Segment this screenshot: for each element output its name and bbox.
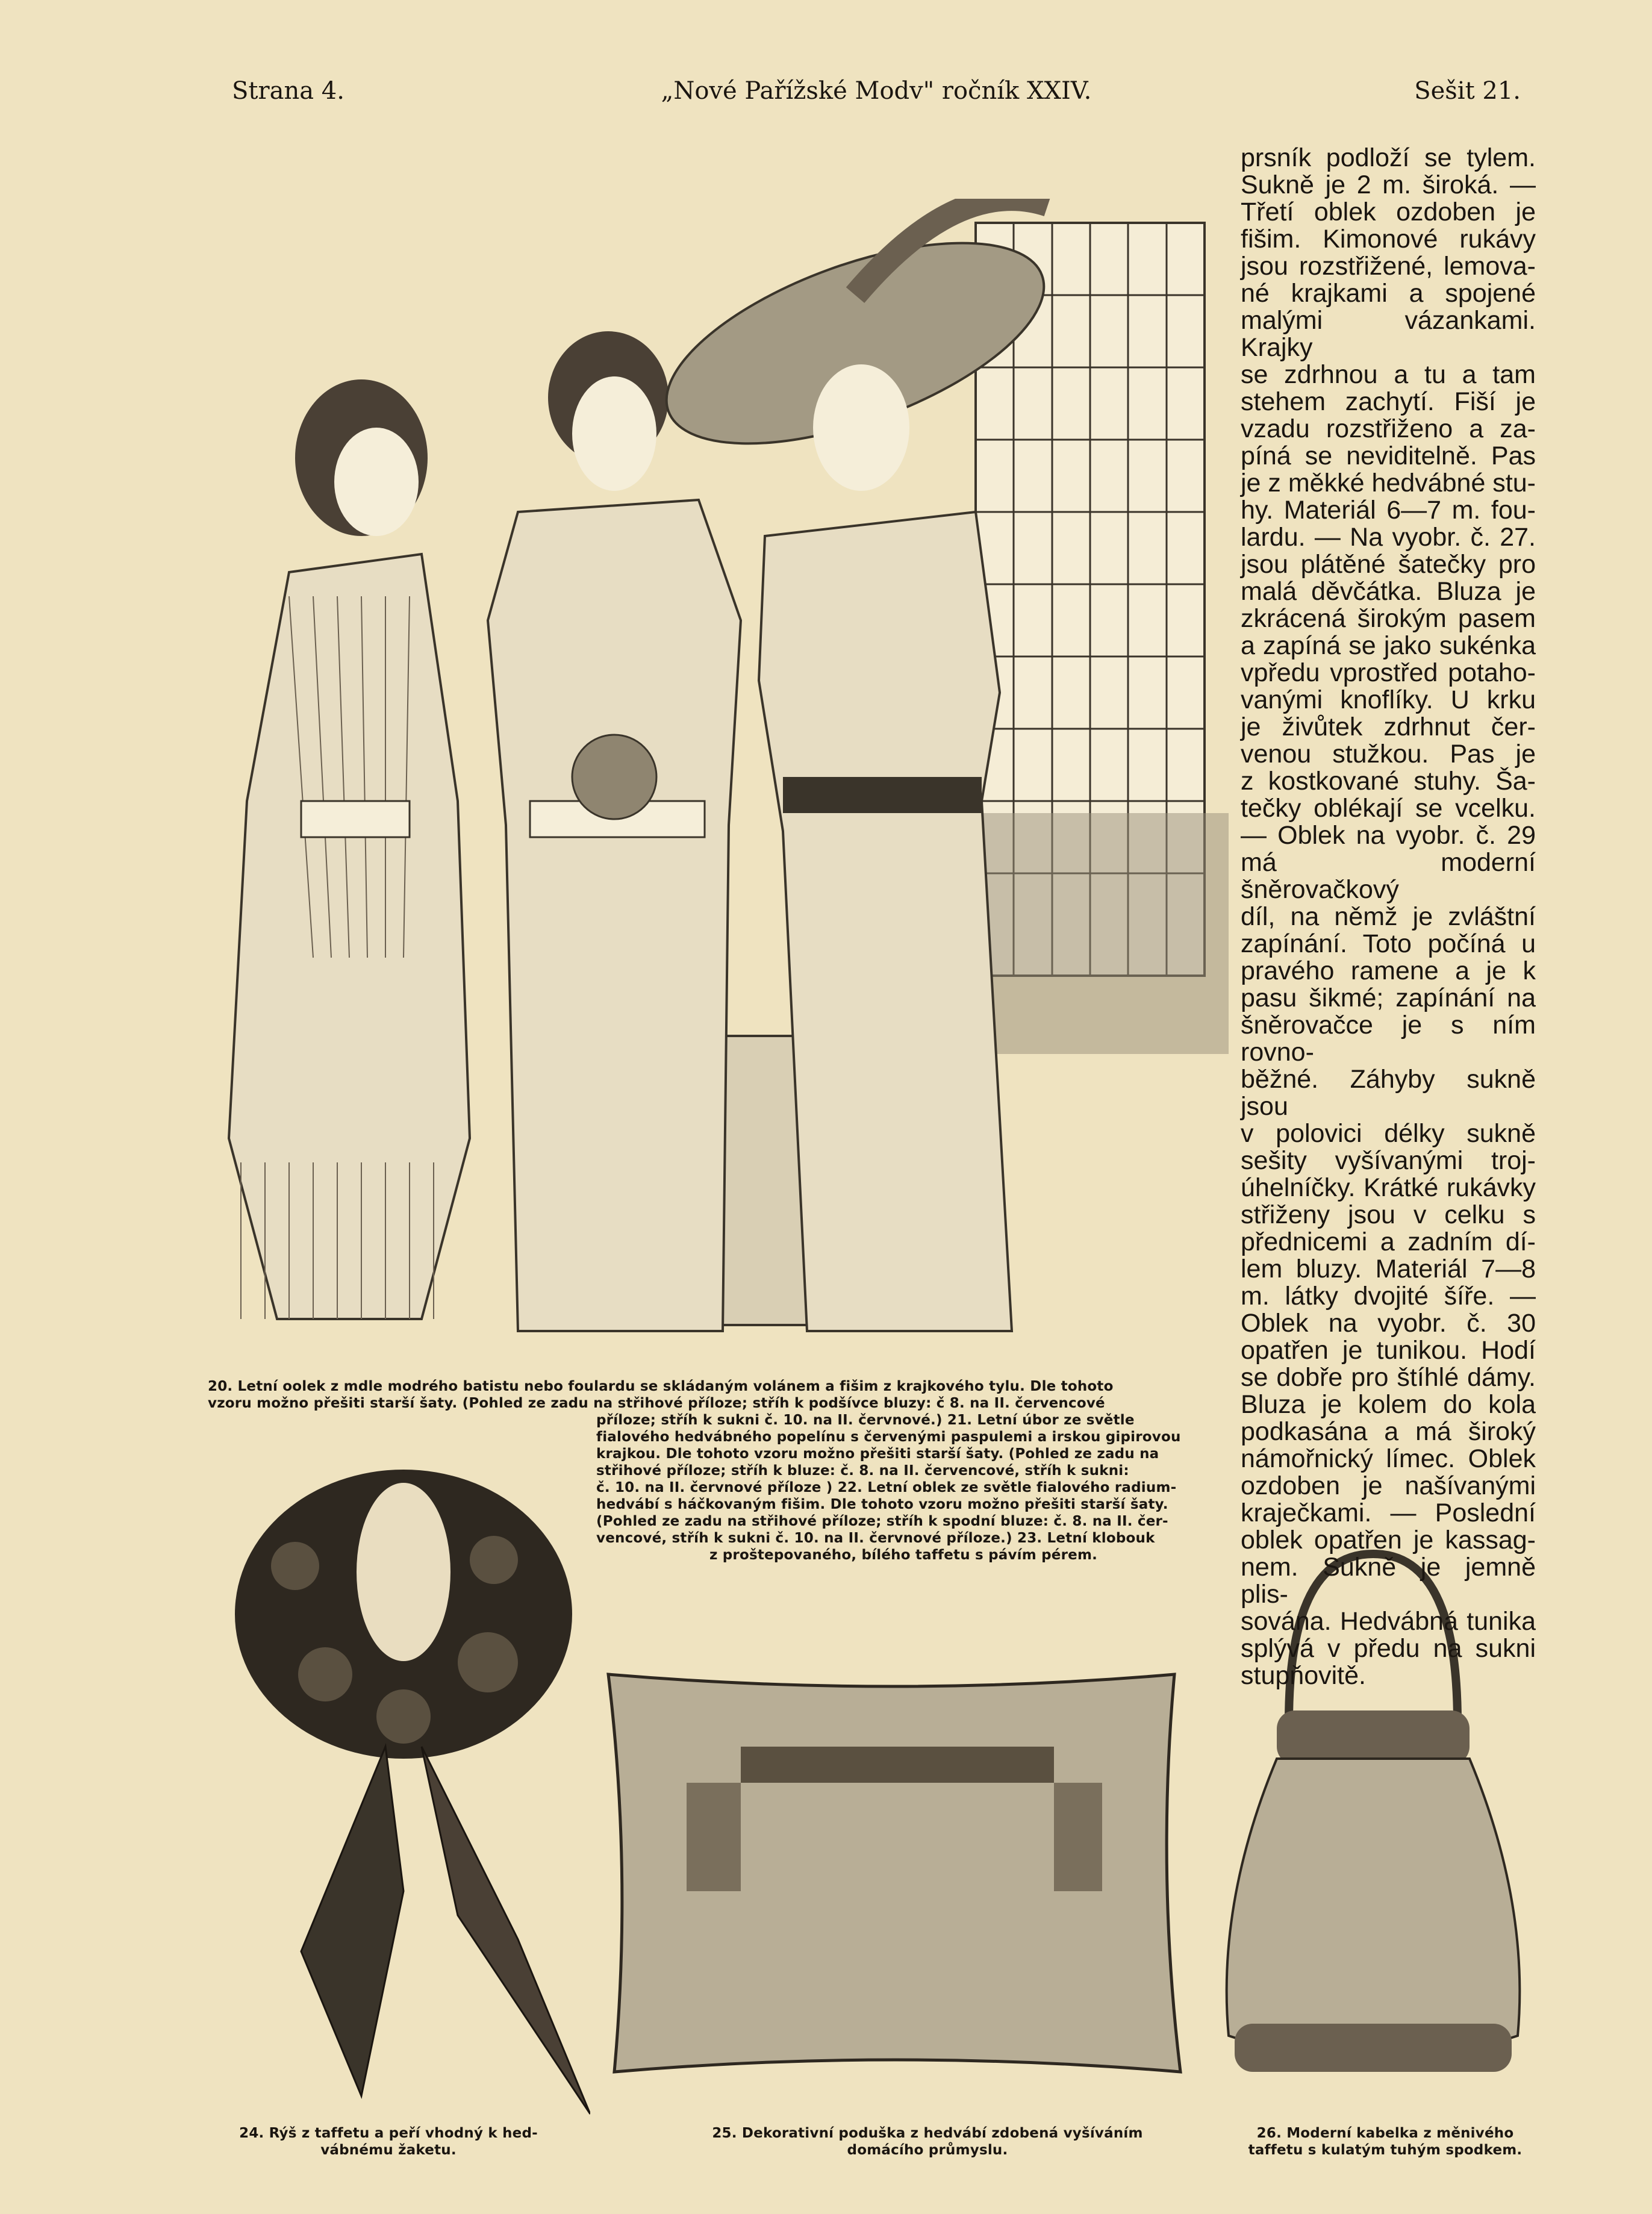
body-line: jsou plátěné šatečky pro: [1241, 550, 1536, 579]
publication-title: „Nové Pařížské Modv" ročník XXIV.: [661, 77, 1092, 105]
caption-line: z proštepovaného, bílého taffetu s pávím pérem.: [709, 1547, 1098, 1563]
body-line: píná se neviditelně. Pas: [1241, 441, 1536, 470]
caption-line: taffetu s kulatým tuhým spodkem.: [1248, 2142, 1523, 2158]
embroidered-cushion-illustration: [596, 1662, 1192, 2084]
body-line: stehem zachytí. Fiší je: [1241, 387, 1536, 416]
caption-figures-20-21: [208, 1378, 1418, 1412]
body-line: m. látky dvojité šíře. —: [1241, 1282, 1536, 1311]
body-line: šněrovačce je s ním rovno-: [1241, 1011, 1536, 1067]
issue-number: Sešit 21.: [1414, 77, 1521, 105]
body-line: lardu. — Na vyobr. č. 27.: [1241, 523, 1536, 552]
body-line: hy. Materiál 6—7 m. fou-: [1241, 496, 1536, 525]
body-line: opatřen je tunikou. Hodí: [1241, 1336, 1536, 1365]
body-line: běžné. Záhyby sukně jsou: [1241, 1065, 1536, 1121]
body-line: sešity vyšívanými troj-: [1241, 1146, 1536, 1175]
body-line: lem bluzy. Materiál 7—8: [1241, 1255, 1536, 1283]
caption-line: domácího průmyslu.: [847, 2142, 1008, 2158]
body-line: díl, na němž je zvláštní: [1241, 902, 1536, 931]
feather-collar-illustration: [205, 1433, 590, 2120]
body-line: ozdoben je našívanými: [1241, 1471, 1536, 1500]
body-line: vzadu rozstřiženo a za-: [1241, 414, 1536, 443]
body-line: jsou rozstřižené, lemova-: [1241, 252, 1536, 281]
body-line: má moderní šněrovačkový: [1241, 848, 1536, 904]
body-line: vanými knoflíky. U krku: [1241, 685, 1536, 714]
caption-line: krajkou. Dle tohoto vzoru možno přešiti starší šaty. (Pohled ze zadu na: [596, 1446, 1159, 1462]
body-line: střiženy jsou v celku s: [1241, 1200, 1536, 1229]
caption-figure-24: [208, 2125, 569, 2159]
body-line: Třetí oblek ozdoben je: [1241, 198, 1536, 226]
caption-line: vábnému žaketu.: [320, 2142, 457, 2158]
body-line: v polovici délky sukně: [1241, 1119, 1536, 1148]
body-line: přednicemi a zadním dí-: [1241, 1227, 1536, 1256]
running-head: [232, 77, 1521, 119]
body-line: zapínání. Toto počíná u: [1241, 929, 1536, 958]
body-line: Bluza je kolem do kola: [1241, 1390, 1536, 1419]
body-line: — Oblek na vyobr. č. 29: [1241, 821, 1536, 850]
caption-line: vencové, stříh k sukni č. 10. na II. červnové příloze.) 23. Letní klobouk: [596, 1530, 1155, 1546]
caption-line: 20. Letní oolek z mdle modrého batistu nebo foulardu se skládaným volánem a fišim z krajkového tylu. Dle tohoto: [208, 1379, 1114, 1394]
caption-line: hedvábí s háčkovaným fišim. Dle tohoto vzoru možno přešiti starší šaty.: [596, 1497, 1168, 1512]
body-line: pravého ramene a je k: [1241, 956, 1536, 985]
caption-line: vzoru možno přešiti starší šaty. (Pohled ze zadu na střihové příloze; stříh k podšívce bluzy: č 8. na II. červencové: [208, 1395, 1105, 1411]
body-line: vpředu vprostřed potaho-: [1241, 658, 1536, 687]
body-line: né krajkami a spojené: [1241, 279, 1536, 308]
article-body-column: [1241, 145, 1536, 1689]
caption-figures-21-23: [596, 1412, 1211, 1564]
body-line: prsník podloží se tylem.: [1241, 143, 1536, 172]
caption-line: střihové příloze; stříh k bluze: č. 8. na II. červencové, stříh k sukni:: [596, 1463, 1129, 1479]
fashion-illustration-three-women: [205, 199, 1241, 1337]
caption-line: fialového hedvábného popelínu s červenými paspulemi a irskou gipirovou: [596, 1429, 1181, 1445]
caption-line: 24. Rýš z taffetu a peří vhodný k hed-: [239, 2125, 538, 2141]
body-line: podkasána a má široký: [1241, 1417, 1536, 1446]
body-line: stupňovitě.: [1241, 1661, 1366, 1690]
body-line: se zdrhnou a tu a tam: [1241, 360, 1536, 389]
caption-line: příloze; stříh k sukni č. 10. na II. červnové.) 21. Letní úbor ze světle: [596, 1412, 1135, 1428]
body-line: z kostkované stuhy. Ša-: [1241, 767, 1536, 796]
caption-line: (Pohled ze zadu na střihové příloze; stříh k spodní bluze: č. 8. na II. čer-: [596, 1514, 1168, 1529]
body-line: Sukně je 2 m. široká. —: [1241, 170, 1536, 199]
body-line: námořnický límec. Oblek: [1241, 1444, 1536, 1473]
body-line: oblek opatřen je kassag-: [1241, 1526, 1536, 1554]
body-line: sována. Hedvábná tunika: [1241, 1607, 1536, 1636]
body-line: zkrácená širokým pasem: [1241, 604, 1536, 633]
body-line: nem. Sukně je jemně plis-: [1241, 1553, 1536, 1609]
body-line: kraječkami. — Poslední: [1241, 1498, 1536, 1527]
body-line: je živůtek zdrhnut čer-: [1241, 713, 1536, 741]
body-line: pasu šikmé; zapínání na: [1241, 984, 1536, 1012]
page-number: Strana 4.: [232, 77, 344, 105]
body-line: je z měkké hedvábné stu-: [1241, 469, 1536, 497]
body-line: malá děvčátka. Bluza je: [1241, 577, 1536, 606]
body-line: a zapíná se jako sukénka: [1241, 631, 1536, 660]
caption-line: 26. Moderní kabelka z měnivého: [1256, 2125, 1514, 2141]
body-line: Oblek na vyobr. č. 30: [1241, 1309, 1536, 1338]
caption-figure-26: [1229, 2125, 1542, 2159]
body-line: úhelníčky. Krátké rukávky: [1241, 1173, 1536, 1202]
body-line: venou stužkou. Pas je: [1241, 740, 1536, 769]
caption-line: č. 10. na II. červnové příloze ) 22. Letní oblek ze světle fialového radium-: [596, 1480, 1177, 1495]
body-line: fišim. Kimonové rukávy: [1241, 225, 1536, 254]
caption-line: 25. Dekorativní poduška z hedvábí zdobená vyšíváním: [712, 2125, 1143, 2141]
body-line: tečky oblékají se vcelku.: [1241, 794, 1536, 823]
body-line: malými vázankami. Krajky: [1241, 306, 1536, 362]
body-line: se dobře pro štíhlé dámy.: [1241, 1363, 1536, 1392]
body-line: splývá v předu na sukni: [1241, 1634, 1536, 1663]
caption-figure-25: [687, 2125, 1168, 2159]
